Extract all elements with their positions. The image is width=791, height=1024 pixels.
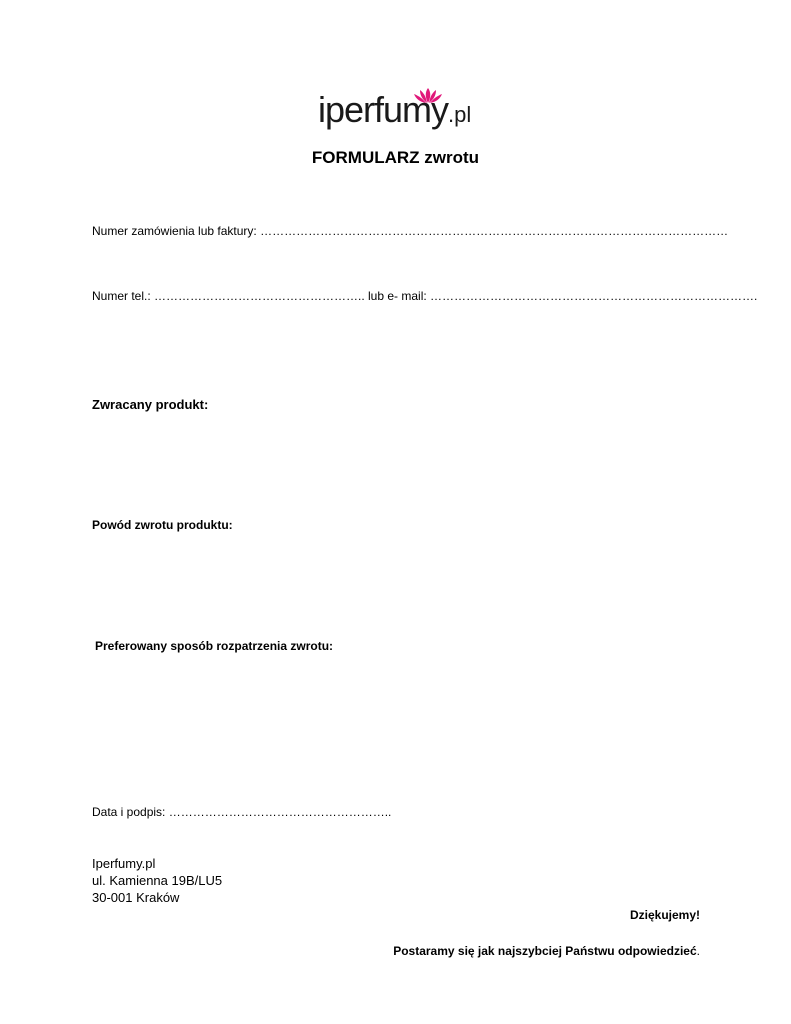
brand-logo (318, 88, 478, 134)
returned-product-heading: Zwracany produkt: (92, 397, 209, 412)
logo-word: iperfumy (318, 89, 449, 130)
order-number-field[interactable]: Numer zamówienia lub faktury: ……………………………………………………………………………………………………… (92, 224, 729, 238)
address-city: 30-001 Kraków (92, 890, 180, 905)
return-reason-heading: Powód zwrotu produktu: (92, 518, 233, 532)
form-title: FORMULARZ zwrotu (311, 148, 480, 167)
logo-text (318, 89, 472, 133)
logo-tld: .pl (448, 102, 472, 127)
date-signature-field[interactable]: Data i podpis: ……………………………………………….. (92, 805, 392, 819)
address-street: ul. Kamienna 19B/LU5 (92, 873, 223, 888)
contact-field[interactable]: Numer tel.: …………………………………………….. lub e- mail: ………………………………………………………………………. (92, 289, 758, 303)
preferred-resolution-heading: Preferowany sposób rozpatrzenia zwrotu: (95, 639, 334, 653)
reply-text-main: Postaramy się jak najszybciej Państwu odpowiedzieć (393, 944, 697, 958)
reply-text-end: . (696, 944, 700, 958)
address-company: Iperfumy.pl (92, 856, 156, 871)
thanks-text: Dziękujemy! (629, 908, 700, 922)
reply-text (393, 944, 700, 958)
